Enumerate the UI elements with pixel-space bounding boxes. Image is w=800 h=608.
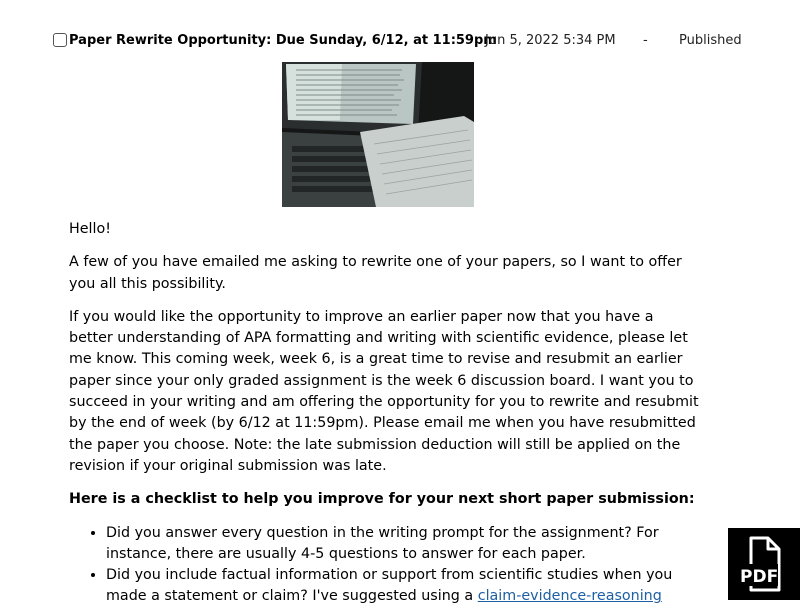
claim-evidence-reasoning-link[interactable]: claim-evidence-reasoning xyxy=(477,588,662,605)
list-item xyxy=(106,523,699,566)
pdf-download-button[interactable] xyxy=(728,528,800,600)
post-date: Jun 5, 2022 5:34 PM xyxy=(485,33,616,48)
announcement-body xyxy=(69,219,699,608)
pdf-file-icon xyxy=(728,528,800,600)
checklist-heading: Here is a checklist to help you improve for your next short paper submission: xyxy=(69,491,695,508)
checklist xyxy=(69,523,699,608)
checklist-item-text: Did you answer every question in the writing prompt for the assignment? For instance, there are usually 4-5 questions to answer for each paper. xyxy=(106,524,659,562)
announcement-title[interactable]: Paper Rewrite Opportunity: Due Sunday, 6/12, at 11:59pm xyxy=(69,33,497,48)
greeting-text: Hello! xyxy=(69,221,111,237)
paragraph-intro: A few of you have emailed me asking to rewrite one of your papers, so I want to offer you all this possibility. xyxy=(69,254,682,292)
paragraph-details: If you would like the opportunity to improve an earlier paper now that you have a better understanding of APA formatting and writing with scientific evidence, please let me know. This coming week, week 6, is a great time to revise and resubmit an earlier paper since your only graded assignment is the week 6 discussion board. I want you to succeed in your writing and am offering the opportunity for you to rewrite and resubmit by the end of week (by 6/12 at 11:59pm). Please email me when you have resubmitted the paper you choose. Note: the late submission deduction will still be applied on the revision if your original submission was late. xyxy=(69,308,699,474)
pdf-badge-label: PDF xyxy=(740,567,779,587)
list-item xyxy=(106,565,699,608)
header-separator: - xyxy=(643,33,648,48)
status-label: Published xyxy=(679,33,742,48)
checklist-item-text: Did you include factual information or support from scientific studies when you made a statement or claim? I've suggested using a xyxy=(106,567,673,605)
laptop-photo xyxy=(282,62,474,207)
announcement-header xyxy=(53,32,753,50)
select-checkbox[interactable] xyxy=(53,33,67,47)
